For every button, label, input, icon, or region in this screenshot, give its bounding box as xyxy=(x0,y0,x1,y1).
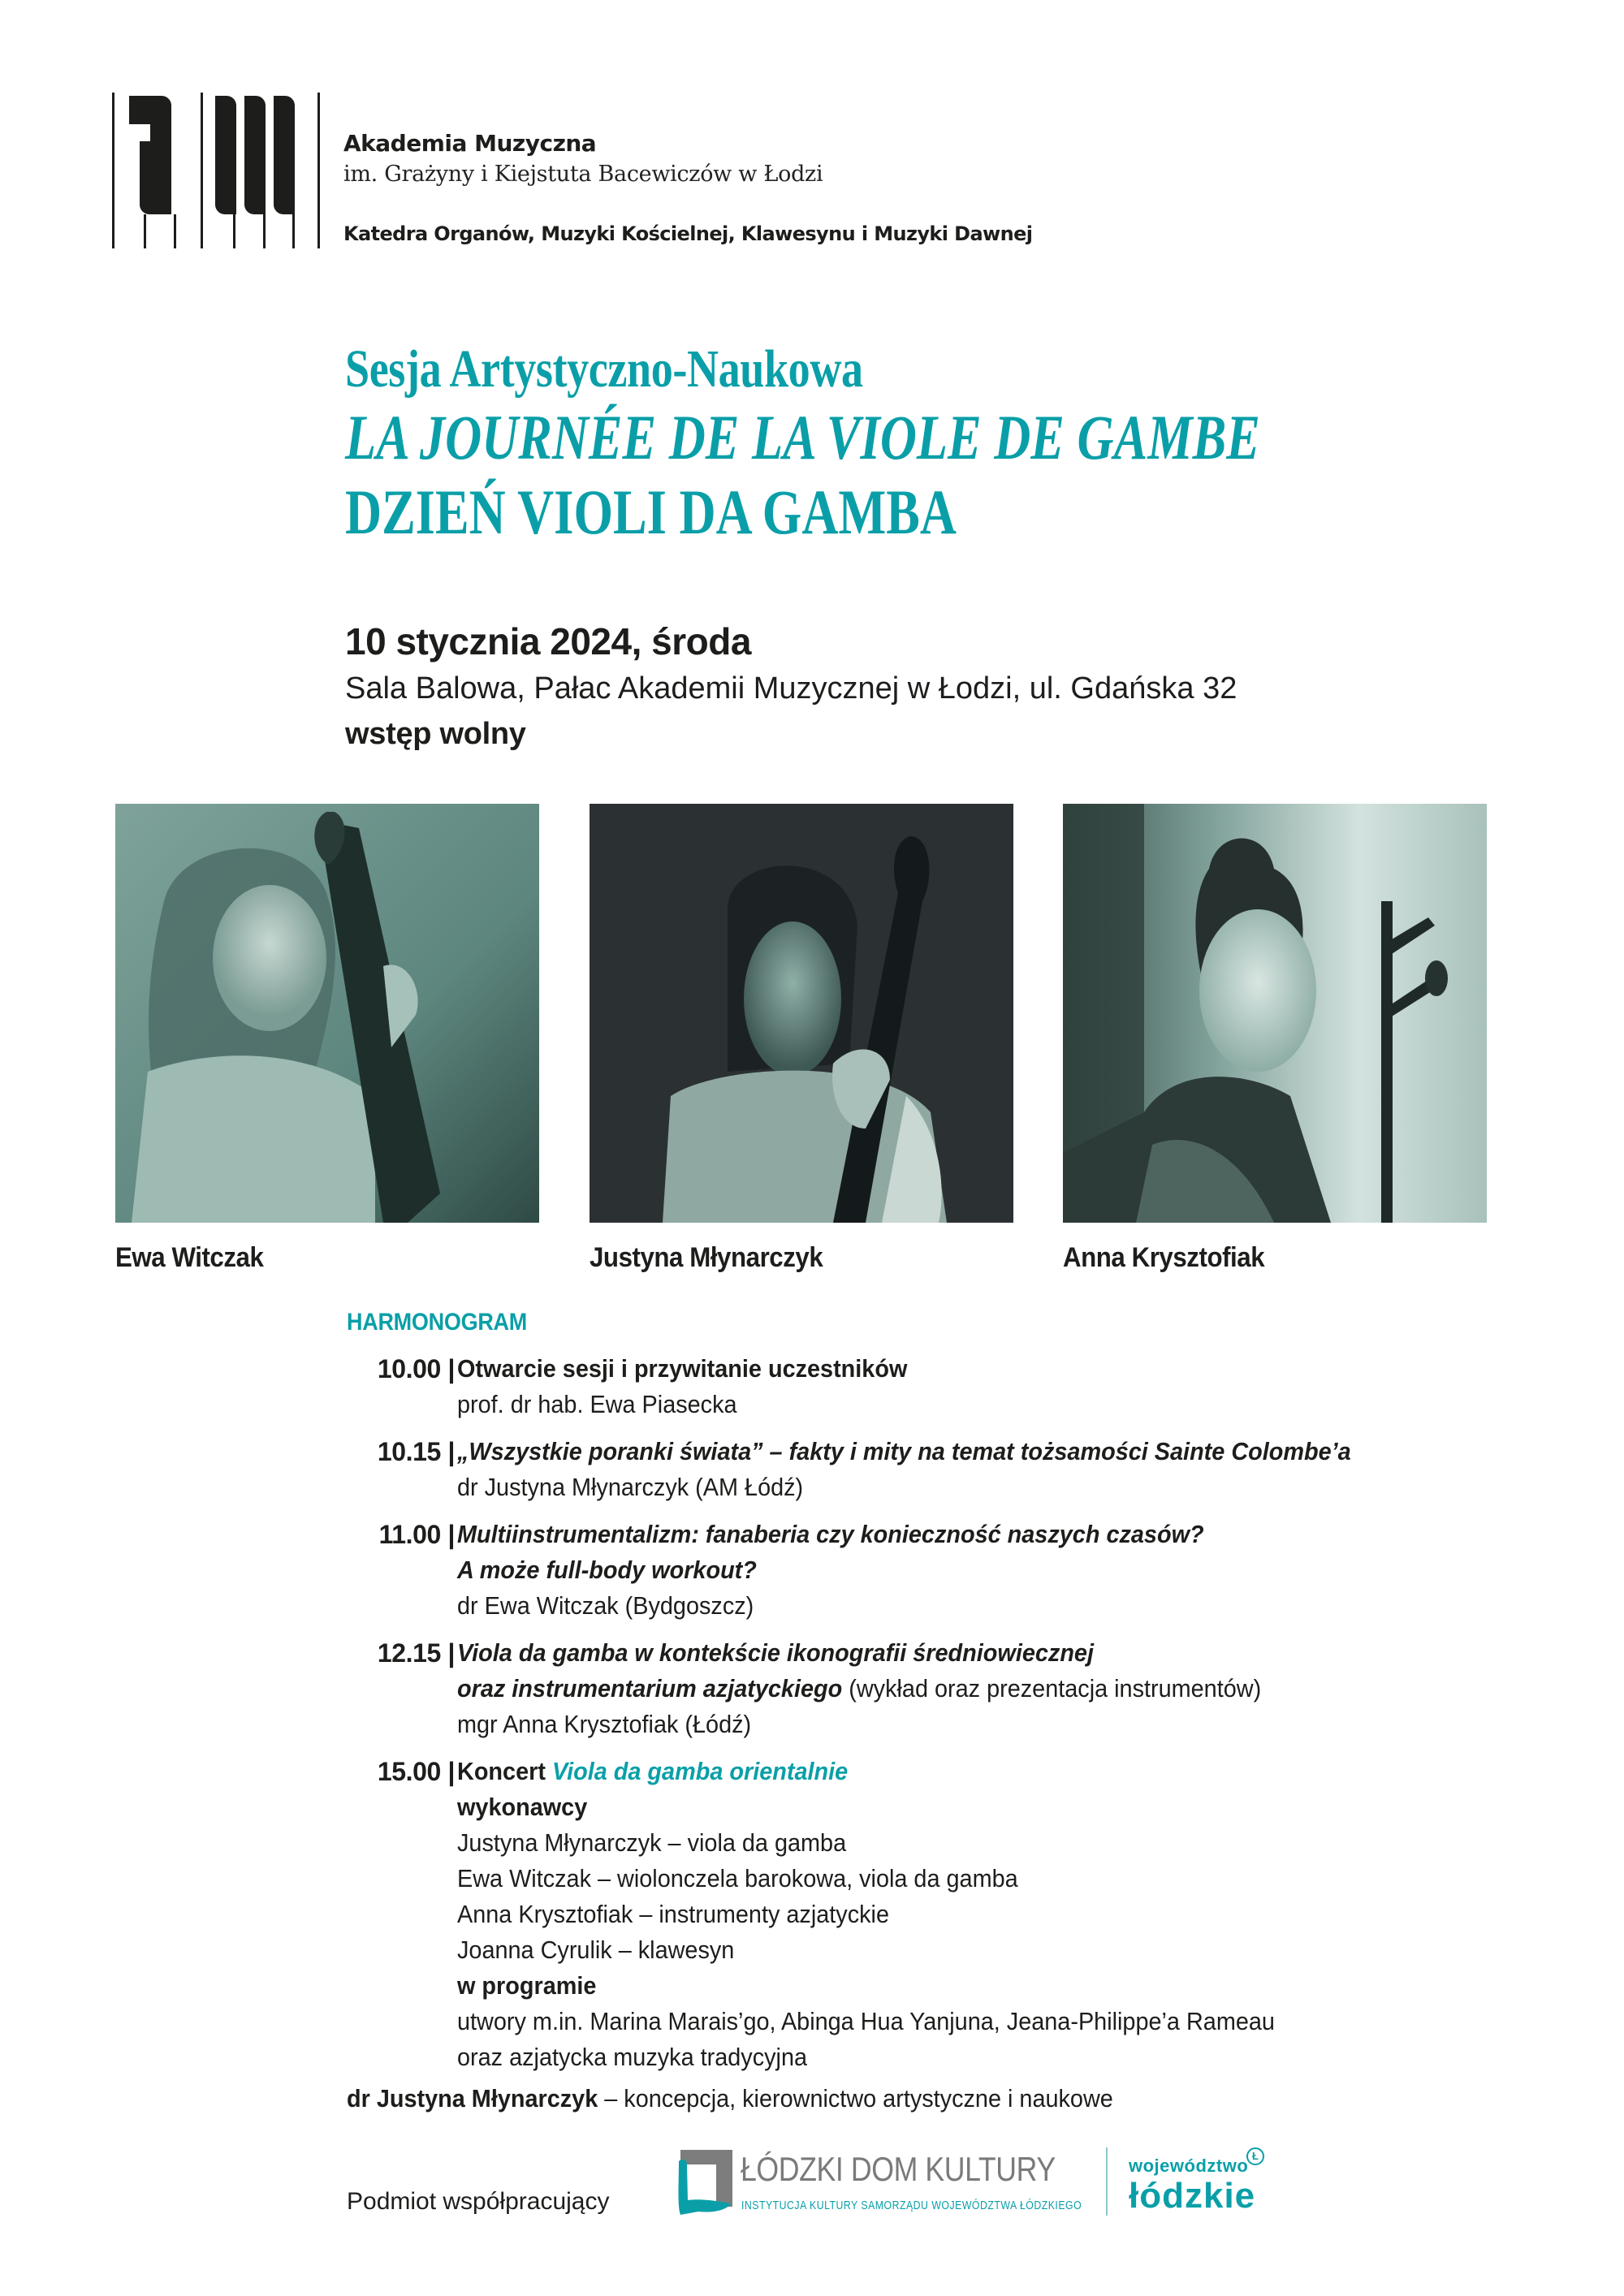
schedule-time: 10.00 | xyxy=(377,1354,455,1383)
credits-name: dr Justyna Młynarczyk xyxy=(347,2084,598,2113)
title-french: LA JOURNÉE DE LA VIOLE DE GAMBE xyxy=(345,402,1260,473)
concert-title: Viola da gamba orientalnie xyxy=(551,1757,849,1785)
performer-caption: Anna Krysztofiak xyxy=(1063,1242,1265,1273)
performer-line: Justyna Młynarczyk – viola da gamba xyxy=(457,1828,847,1857)
program-line: oraz azjatycka muzyka tradycyjna xyxy=(457,2043,808,2071)
performer-photo-justyna-mlynarczyk xyxy=(590,804,1013,1223)
region-logo-top: województwo xyxy=(1129,2156,1249,2176)
schedule-item xyxy=(341,1351,1559,1422)
schedule-title-continued: A może full-body workout? xyxy=(457,1556,757,1584)
performer-caption: Ewa Witczak xyxy=(115,1242,264,1273)
credits-line xyxy=(347,2081,1113,2117)
title-polish: DZIEŃ VIOLI DA GAMBA xyxy=(345,477,957,547)
schedule-title-note: (wykład oraz prezentacja instrumentów) xyxy=(842,1674,1262,1703)
program-line: utwory m.in. Marina Marais’go, Abinga Hua Yanjuna, Jeana-Philippe’a Rameau xyxy=(457,2007,1275,2035)
event-venue: Sala Balowa, Pałac Akademii Muzycznej w Łodzi, ul. Gdańska 32 xyxy=(345,671,1237,706)
schedule-time: 10.15 | xyxy=(377,1437,455,1466)
performer-caption: Justyna Młynarczyk xyxy=(590,1242,823,1273)
schedule-title-part: oraz instrumentarium azjatyckiego xyxy=(457,1674,843,1703)
concert-label: Koncert xyxy=(457,1757,552,1785)
event-title xyxy=(345,339,1489,549)
performer-photo-anna-krysztofiak xyxy=(1063,804,1487,1223)
piano-keys-am-logo-icon xyxy=(110,93,322,248)
department-name: Katedra Organów, Muzyki Kościelnej, Klawesynu i Muzyki Dawnej xyxy=(343,222,1033,245)
partner-label: Podmiot współpracujący xyxy=(347,2188,610,2215)
performer-line: Anna Krysztofiak – instrumenty azjatyckie xyxy=(457,1900,889,1928)
portrait-image-icon xyxy=(590,804,1013,1223)
region-logo-main: łódzkie xyxy=(1129,2176,1256,2216)
schedule-title: „Wszystkie poranki świata” – fakty i mity na temat tożsamości Sainte Colombe’a xyxy=(457,1437,1351,1465)
partner-divider xyxy=(1106,2147,1108,2216)
schedule-speaker: dr Justyna Młynarczyk (AM Łódź) xyxy=(457,1473,804,1501)
schedule-title-continued xyxy=(457,1671,1482,1707)
schedule-title: Viola da gamba w kontekście ikonografii średniowiecznej xyxy=(457,1638,1094,1667)
ldk-subtitle: INSTYTUCJA KULTURY SAMORZĄDU WOJEWÓDZTWA ŁÓDZKIEGO xyxy=(741,2199,1082,2212)
schedule-title xyxy=(457,1754,1482,1789)
schedule-title: Otwarcie sesji i przywitanie uczestników xyxy=(457,1354,908,1383)
performers-heading: wykonawcy xyxy=(457,1793,588,1821)
schedule-speaker: mgr Anna Krysztofiak (Łódź) xyxy=(457,1710,752,1738)
ldk-title: ŁÓDZKI DOM KULTURY xyxy=(741,2150,1056,2188)
portrait-image-icon xyxy=(115,804,539,1223)
credits-role: – koncepcja, kierownictwo artystyczne i naukowe xyxy=(598,2084,1113,2113)
schedule-item xyxy=(341,1635,1559,1742)
event-entry: wstęp wolny xyxy=(345,717,526,751)
event-info xyxy=(345,619,1237,757)
academy-logo xyxy=(110,93,322,248)
program-heading: w programie xyxy=(457,1971,597,2000)
institution-block xyxy=(343,128,1032,247)
schedule-item-concert xyxy=(341,1754,1559,2075)
event-date: 10 stycznia 2024, środa xyxy=(345,620,751,662)
schedule-item xyxy=(341,1517,1559,1624)
title-session: Sesja Artystyczno-Naukowa xyxy=(345,339,863,399)
ldk-logo-icon xyxy=(674,2150,732,2216)
performer-photo-ewa-witczak xyxy=(115,804,539,1223)
region-mark-icon: Ł xyxy=(1246,2147,1264,2165)
schedule-speaker: prof. dr hab. Ewa Piasecka xyxy=(457,1390,737,1418)
schedule-item xyxy=(341,1434,1559,1505)
schedule-list xyxy=(341,1351,1559,2087)
institution-name: Akademia Muzyczna xyxy=(343,130,597,157)
schedule-time: 11.00 | xyxy=(378,1520,455,1549)
schedule-heading: HARMONOGRAM xyxy=(347,1309,528,1336)
schedule-speaker: dr Ewa Witczak (Bydgoszcz) xyxy=(457,1591,754,1620)
institution-patron: im. Grażyny i Kiejstuta Bacewiczów w Łodzi xyxy=(343,162,823,187)
schedule-time: 12.15 | xyxy=(377,1638,455,1668)
schedule-time: 15.00 | xyxy=(377,1757,455,1786)
performer-line: Joanna Cyrulik – klawesyn xyxy=(457,1936,735,1964)
performer-line: Ewa Witczak – wiolonczela barokowa, viola da gamba xyxy=(457,1864,1018,1892)
portrait-image-icon xyxy=(1063,804,1487,1223)
schedule-title: Multiinstrumentalizm: fanaberia czy konieczność naszych czasów? xyxy=(457,1520,1204,1548)
